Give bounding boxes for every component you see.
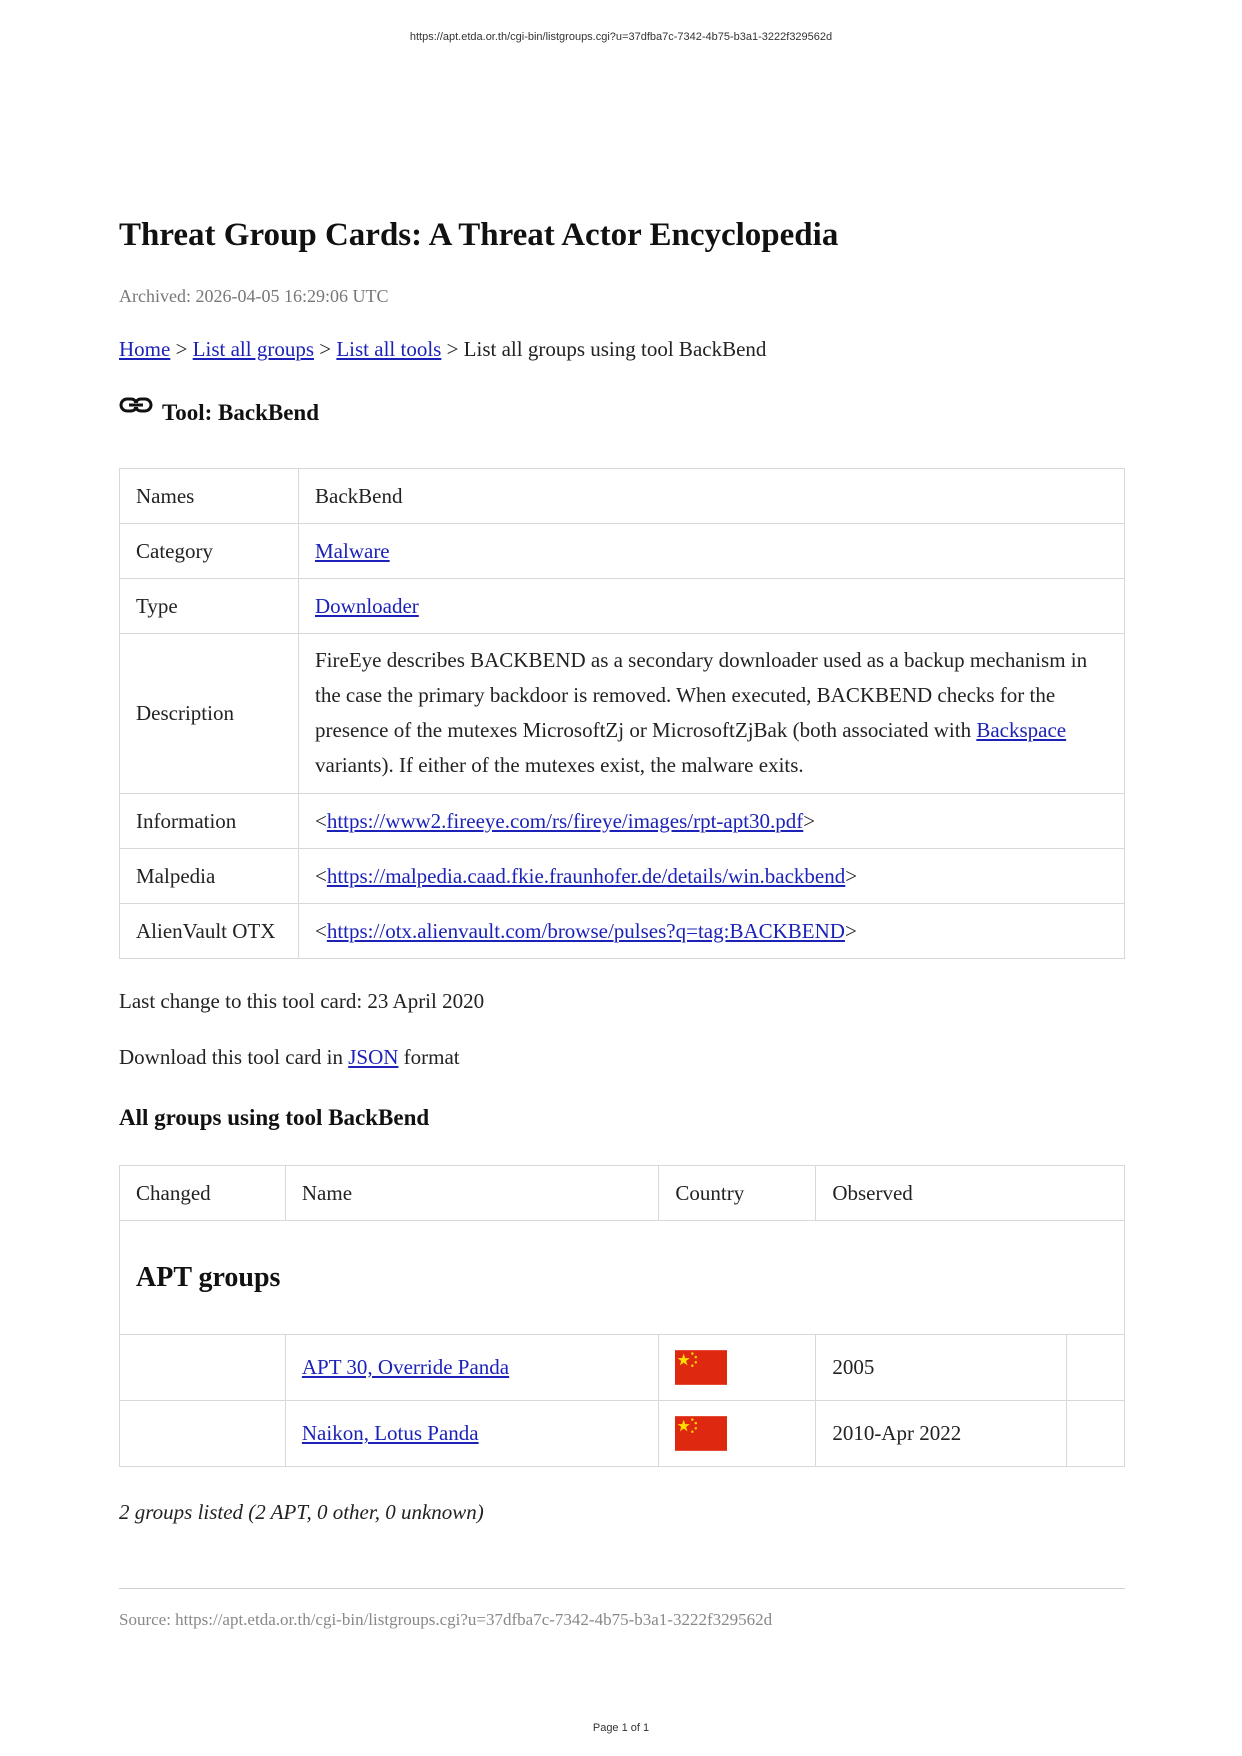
category-label: Category (120, 524, 299, 579)
breadcrumb-separator: > (170, 337, 193, 361)
category-cell (299, 524, 1125, 579)
description-text: FireEye describes BACKBEND as a secondary downloader used as a backup mechanism in the case the primary backdoor is removed. When executed, BACKBEND checks for the presence of the mutexes MicrosoftZj or MicrosoftZjBak (both associated with (315, 648, 1088, 742)
group-link-naikon[interactable]: Naikon, Lotus Panda (301, 1421, 479, 1445)
tool-heading (119, 400, 319, 426)
description-text-end: variants). If either of the mutexes exist, the malware exits. (315, 753, 804, 777)
print-header-url: https://apt.etda.or.th/cgi-bin/listgroups.cgi?u=37dfba7c-7342-4b75-b3a1-3222f329562d (409, 31, 833, 43)
header-country: Country (659, 1166, 816, 1221)
otx-label: AlienVault OTX (120, 904, 299, 959)
groups-header-row (120, 1166, 1125, 1221)
name-cell (285, 1335, 659, 1401)
malpedia-label: Malpedia (120, 849, 299, 904)
changed-cell (120, 1335, 286, 1401)
tool-card-table (119, 468, 1125, 959)
angle-open: < (315, 863, 327, 888)
tool-heading-text: Tool: BackBend (162, 400, 320, 425)
china-flag-icon (675, 1350, 727, 1385)
otx-link[interactable]: https://otx.alienvault.com/browse/pulses?q=tag:BACKBEND (326, 918, 845, 943)
download-text: Download this tool card in (119, 1045, 349, 1069)
angle-close: > (845, 863, 858, 888)
changed-cell (120, 1401, 286, 1467)
card-row-malpedia (120, 849, 1125, 904)
breadcrumb-list-groups-link[interactable]: List all groups (192, 337, 314, 361)
information-cell (299, 794, 1125, 849)
information-link[interactable]: https://www2.fireeye.com/rs/fireye/images/rpt-apt30.pdf (326, 808, 804, 833)
description-value (299, 634, 1125, 794)
breadcrumb-list-tools-link[interactable]: List all tools (336, 337, 442, 361)
card-row-type (120, 579, 1125, 634)
observed-cell: 2010-Apr 2022 (816, 1401, 1067, 1467)
groups-summary: 2 groups listed (2 APT, 0 other, 0 unknown) (119, 1500, 484, 1524)
groups-table (119, 1165, 1125, 1467)
names-label: Names (120, 469, 299, 524)
description-label: Description (120, 634, 299, 794)
archived-timestamp: Archived: 2026-04-05 16:29:06 UTC (119, 286, 389, 306)
link-icon (119, 394, 153, 420)
print-footer-page: Page 1 of 1 (592, 1722, 650, 1734)
information-label: Information (120, 794, 299, 849)
header-observed: Observed (816, 1166, 1125, 1221)
table-row (120, 1335, 1125, 1401)
angle-open: < (315, 918, 327, 943)
china-flag-icon (675, 1416, 727, 1451)
category-link[interactable]: Malware (315, 538, 390, 563)
malpedia-cell (299, 849, 1125, 904)
page-title: Threat Group Cards: A Threat Actor Encyclopedia (119, 217, 839, 253)
breadcrumb-home-link[interactable]: Home (119, 337, 171, 361)
backspace-link[interactable]: Backspace (976, 718, 1067, 742)
groups-heading: All groups using tool BackBend (119, 1105, 430, 1130)
json-download-link[interactable]: JSON (348, 1045, 399, 1069)
section-row-apt (120, 1221, 1125, 1335)
malpedia-link[interactable]: https://malpedia.caad.fkie.fraunhofer.de/details/win.backbend (326, 863, 846, 888)
empty-cell (1067, 1335, 1125, 1401)
name-cell (285, 1401, 659, 1467)
breadcrumb-separator: > (314, 337, 337, 361)
otx-cell (299, 904, 1125, 959)
group-link-apt30[interactable]: APT 30, Override Panda (301, 1355, 510, 1379)
last-change-text: Last change to this tool card: 23 April 2020 (119, 989, 485, 1013)
type-label: Type (120, 579, 299, 634)
section-title: APT groups (120, 1221, 1125, 1335)
country-cell (659, 1401, 816, 1467)
type-link[interactable]: Downloader (315, 593, 419, 618)
empty-cell (1067, 1401, 1125, 1467)
card-row-otx (120, 904, 1125, 959)
type-cell (299, 579, 1125, 634)
card-row-names (120, 469, 1125, 524)
download-line (119, 1045, 460, 1070)
angle-close: > (803, 808, 816, 833)
header-changed: Changed (120, 1166, 286, 1221)
header-name: Name (285, 1166, 659, 1221)
country-cell (659, 1335, 816, 1401)
divider (119, 1588, 1125, 1589)
card-row-category (120, 524, 1125, 579)
table-row (120, 1401, 1125, 1467)
angle-close: > (844, 918, 857, 943)
breadcrumb-current: > List all groups using tool BackBend (441, 337, 767, 361)
names-value: BackBend (299, 469, 1125, 524)
angle-open: < (315, 808, 327, 833)
card-row-information (120, 794, 1125, 849)
card-row-description (120, 634, 1125, 794)
observed-cell: 2005 (816, 1335, 1067, 1401)
breadcrumb (119, 337, 766, 362)
source-line: Source: https://apt.etda.or.th/cgi-bin/listgroups.cgi?u=37dfba7c-7342-4b75-b3a1-3222f329562d (119, 1610, 773, 1629)
download-text-end: format (398, 1045, 460, 1069)
